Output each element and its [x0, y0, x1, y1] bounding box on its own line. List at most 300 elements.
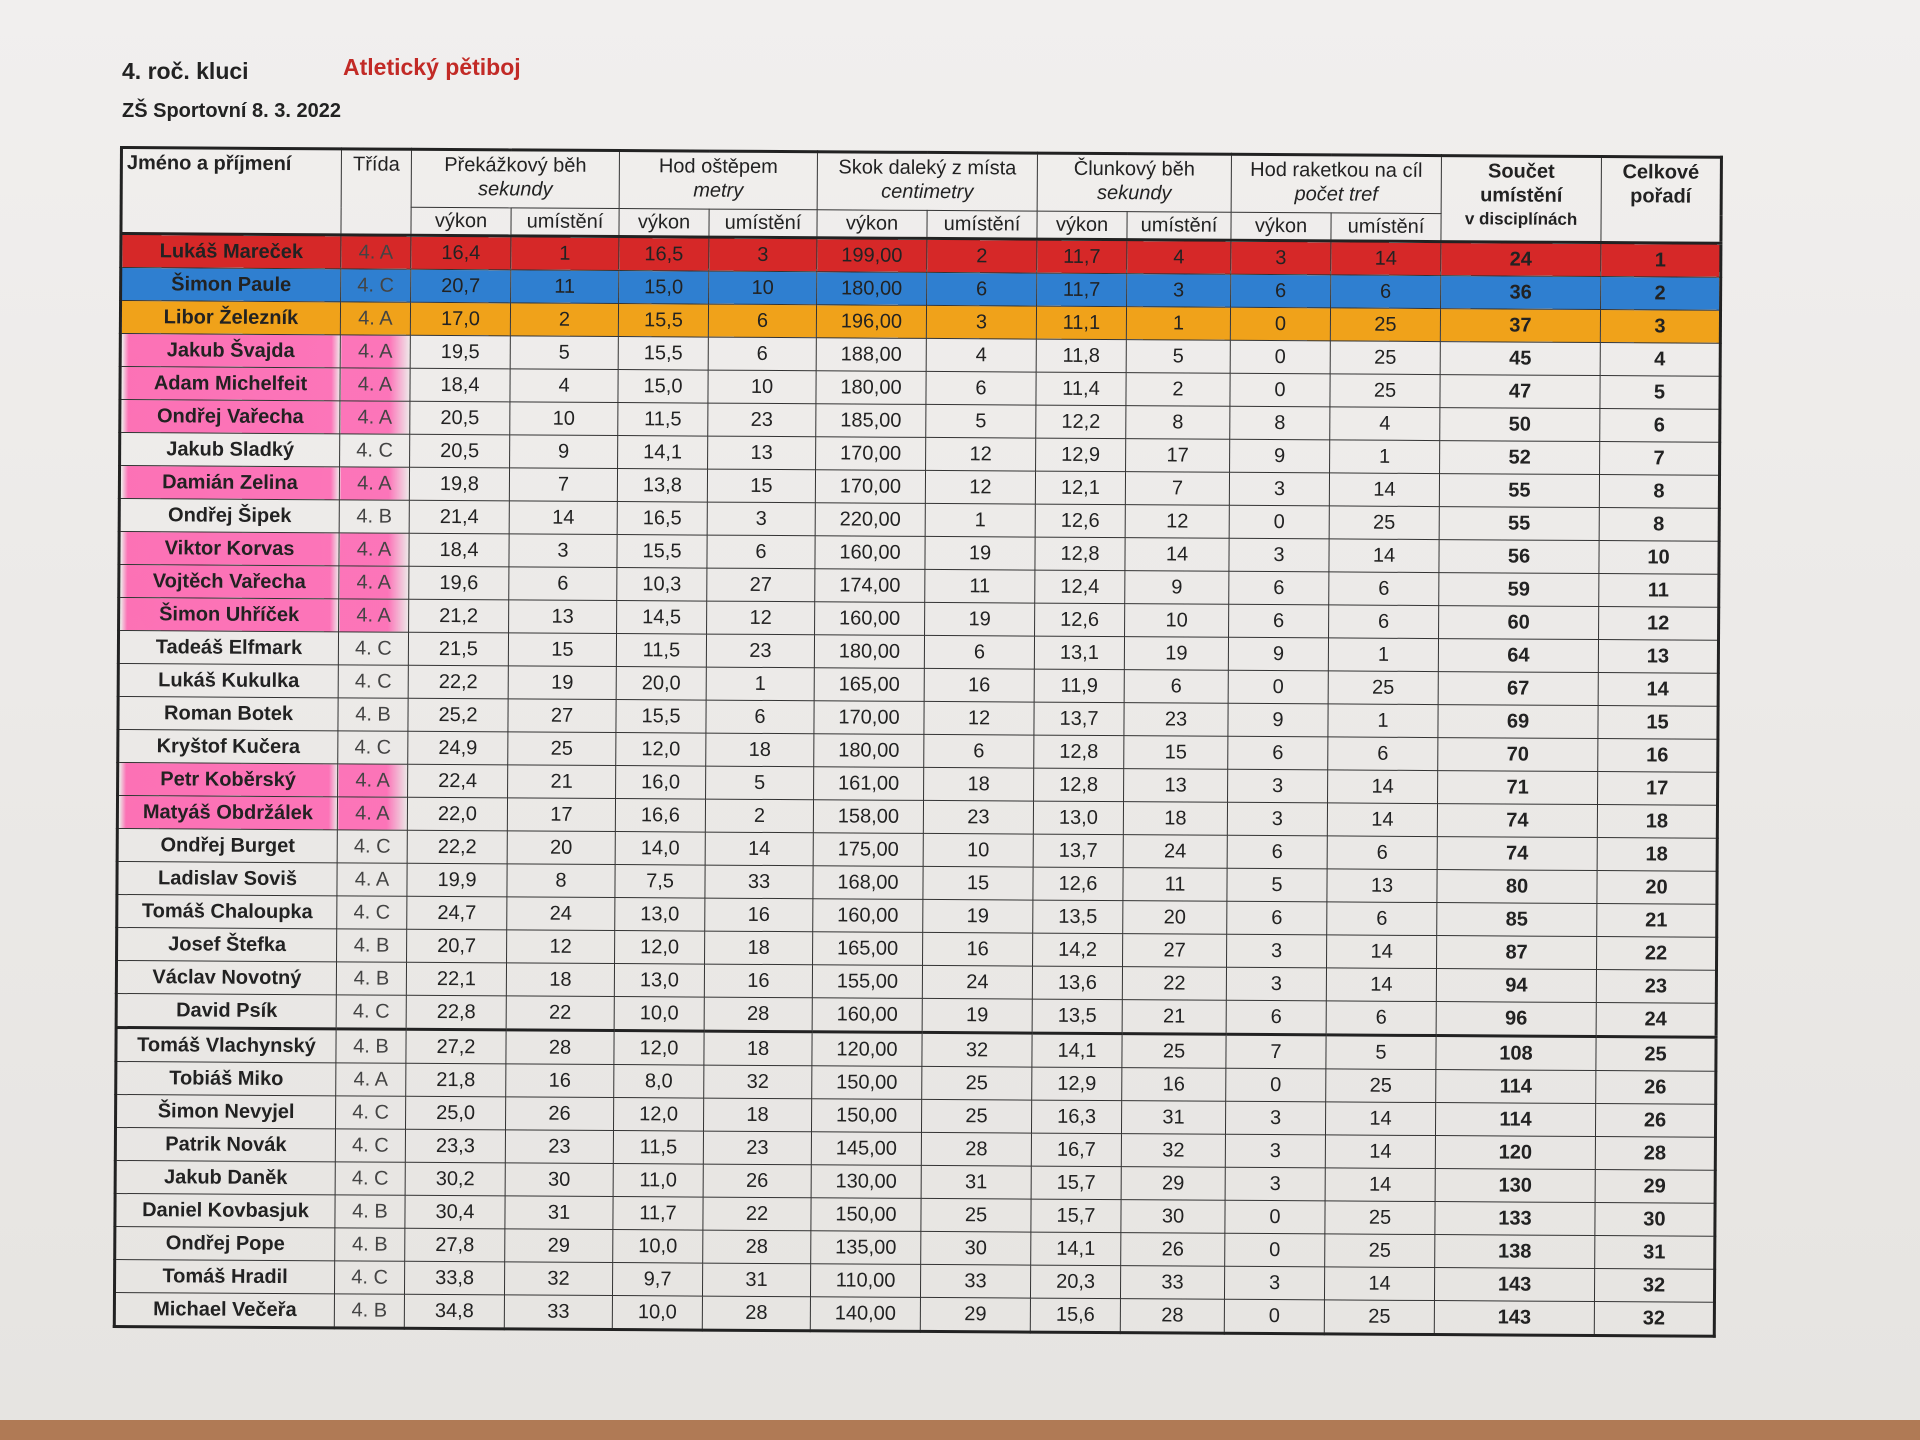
athlete-class: 4. A: [339, 599, 409, 632]
place-hurdles: 23: [505, 1130, 613, 1164]
place-javelin: 23: [706, 634, 814, 668]
place-hurdles: 18: [506, 963, 614, 997]
place-javelin: 28: [703, 1230, 811, 1264]
athlete-class: 4. C: [336, 995, 406, 1029]
perf-javelin: 16,5: [619, 237, 709, 272]
perf-target-throw: 0: [1229, 505, 1329, 539]
perf-shuttle-run: 13,7: [1033, 834, 1123, 868]
place-javelin: 22: [703, 1197, 811, 1231]
perf-target-throw: 0: [1228, 670, 1328, 704]
perf-target-throw: 9: [1228, 637, 1328, 671]
place-hurdles: 15: [508, 633, 616, 667]
table-header: [121, 148, 1721, 244]
header-rank-l1: Celkové: [1622, 161, 1700, 184]
place-target-throw: 6: [1327, 836, 1437, 870]
perf-javelin: 10,0: [614, 997, 704, 1032]
perf-shuttle-run: 13,0: [1033, 801, 1123, 835]
header-disc5-title: Hod raketkou na cíl: [1250, 158, 1423, 182]
overall-rank: 2: [1601, 277, 1721, 311]
perf-long-jump: 160,00: [812, 998, 922, 1033]
place-javelin: 10: [708, 370, 816, 404]
perf-long-jump: 145,00: [811, 1132, 921, 1166]
perf-long-jump: 170,00: [816, 437, 926, 471]
athlete-name: Jakub Švajda: [120, 334, 340, 368]
athlete-name: David Psík: [116, 993, 336, 1028]
place-shuttle-run: 32: [1121, 1134, 1225, 1168]
athlete-name: Jakub Sladký: [120, 433, 340, 467]
header-place: umístění: [511, 208, 619, 237]
perf-hurdles: 22,0: [407, 797, 507, 831]
perf-long-jump: 180,00: [817, 272, 927, 306]
perf-long-jump: 130,00: [811, 1165, 921, 1199]
perf-long-jump: 165,00: [813, 932, 923, 966]
place-javelin: 15: [707, 469, 815, 503]
header-disc1: [411, 149, 619, 208]
perf-long-jump: 180,00: [814, 734, 924, 768]
header-disc2-title: Hod oštěpem: [658, 155, 778, 179]
place-hurdles: 33: [504, 1295, 612, 1330]
place-target-throw: 14: [1325, 1168, 1435, 1202]
placement-sum: 71: [1438, 771, 1598, 805]
athlete-class: 4. B: [335, 1228, 405, 1261]
perf-shuttle-run: 15,7: [1031, 1166, 1121, 1200]
place-long-jump: 6: [924, 734, 1034, 768]
perf-long-jump: 135,00: [811, 1231, 921, 1265]
place-shuttle-run: 14: [1125, 538, 1229, 572]
perf-target-throw: 8: [1230, 406, 1330, 440]
overall-rank: 23: [1596, 970, 1716, 1004]
place-target-throw: 14: [1324, 1267, 1434, 1301]
placement-sum: 80: [1437, 870, 1597, 904]
place-long-jump: 2: [927, 238, 1037, 273]
perf-long-jump: 170,00: [815, 470, 925, 504]
perf-long-jump: 150,00: [812, 1066, 922, 1100]
overall-rank: 16: [1598, 739, 1718, 773]
place-javelin: 27: [707, 568, 815, 602]
perf-shuttle-run: 11,7: [1037, 273, 1127, 307]
header-disc3-unit: centimetry: [881, 180, 974, 204]
perf-hurdles: 23,3: [405, 1129, 505, 1163]
place-target-throw: 25: [1328, 671, 1438, 705]
perf-target-throw: 9: [1230, 439, 1330, 473]
perf-target-throw: 0: [1225, 1200, 1325, 1234]
perf-hurdles: 25,0: [405, 1096, 505, 1130]
perf-long-jump: 160,00: [815, 602, 925, 636]
place-javelin: 1: [706, 667, 814, 701]
placement-sum: 143: [1434, 1301, 1594, 1336]
place-shuttle-run: 15: [1124, 736, 1228, 770]
athlete-name: Petr Koběrský: [118, 762, 338, 796]
school-date: ZŠ Sportovní 8. 3. 2022: [122, 100, 341, 122]
perf-shuttle-run: 12,1: [1035, 471, 1125, 505]
header-disc5-unit: počet tref: [1294, 183, 1378, 206]
perf-javelin: 11,5: [613, 1131, 703, 1165]
placement-sum: 120: [1435, 1136, 1595, 1170]
overall-rank: 21: [1597, 904, 1717, 938]
athlete-class: 4. B: [338, 698, 408, 731]
place-long-jump: 6: [924, 635, 1034, 669]
perf-javelin: 12,0: [614, 1031, 704, 1066]
perf-long-jump: 155,00: [812, 965, 922, 999]
place-shuttle-run: 19: [1124, 637, 1228, 671]
perf-shuttle-run: 12,6: [1035, 504, 1125, 538]
perf-javelin: 16,0: [616, 766, 706, 800]
place-hurdles: 16: [506, 1064, 614, 1098]
header-disc4: [1037, 153, 1231, 212]
perf-target-throw: 6: [1227, 901, 1327, 935]
place-long-jump: 1: [925, 503, 1035, 537]
perf-hurdles: 18,4: [410, 368, 510, 402]
place-hurdles: 19: [508, 666, 616, 700]
place-shuttle-run: 30: [1121, 1200, 1225, 1234]
perf-javelin: 14,5: [617, 601, 707, 635]
overall-rank: 14: [1598, 673, 1718, 707]
place-shuttle-run: 2: [1126, 373, 1230, 407]
place-hurdles: 9: [510, 435, 618, 469]
place-shuttle-run: 24: [1123, 835, 1227, 869]
place-hurdles: 2: [510, 303, 618, 337]
place-long-jump: 24: [922, 965, 1032, 999]
place-javelin: 10: [709, 271, 817, 305]
perf-target-throw: 0: [1224, 1299, 1324, 1334]
perf-long-jump: 158,00: [813, 800, 923, 834]
place-javelin: 12: [707, 601, 815, 635]
athlete-name: Ondřej Burget: [117, 828, 337, 862]
place-shuttle-run: 27: [1123, 934, 1227, 968]
place-target-throw: 6: [1329, 572, 1439, 606]
place-hurdles: 7: [509, 468, 617, 502]
athlete-class: 4. A: [339, 566, 409, 599]
athlete-class: 4. B: [334, 1294, 404, 1328]
perf-shuttle-run: 12,6: [1035, 603, 1125, 637]
place-long-jump: 31: [921, 1165, 1031, 1199]
place-hurdles: 22: [506, 996, 614, 1031]
place-target-throw: 4: [1330, 407, 1440, 441]
place-target-throw: 13: [1327, 869, 1437, 903]
perf-target-throw: 3: [1226, 967, 1326, 1001]
perf-long-jump: 196,00: [816, 305, 926, 339]
perf-hurdles: 22,8: [406, 995, 506, 1030]
place-shuttle-run: 16: [1122, 1068, 1226, 1102]
overall-rank: 5: [1600, 376, 1720, 410]
place-long-jump: 4: [926, 338, 1036, 372]
header-place: umístění: [1331, 213, 1441, 242]
header-disc4-unit: sekundy: [1096, 181, 1172, 205]
place-hurdles: 30: [505, 1163, 613, 1197]
placement-sum: 138: [1435, 1235, 1595, 1269]
athlete-name: Šimon Uhříček: [119, 598, 339, 632]
place-shuttle-run: 1: [1126, 307, 1230, 341]
placement-sum: 96: [1436, 1002, 1596, 1037]
perf-hurdles: 25,2: [408, 698, 508, 732]
placement-sum: 59: [1439, 573, 1599, 607]
overall-rank: 32: [1594, 1269, 1714, 1303]
place-target-throw: 1: [1328, 638, 1438, 672]
place-target-throw: 1: [1328, 704, 1438, 738]
perf-javelin: 11,5: [616, 634, 706, 668]
place-target-throw: 14: [1325, 1135, 1435, 1169]
place-shuttle-run: 6: [1124, 670, 1228, 704]
header-disc3-title: Skok daleký z místa: [838, 156, 1017, 180]
perf-javelin: 14,0: [615, 832, 705, 866]
athlete-class: 4. C: [338, 665, 408, 698]
header-disc3: [817, 152, 1037, 211]
perf-long-jump: 150,00: [811, 1198, 921, 1232]
perf-hurdles: 27,2: [406, 1029, 506, 1064]
header-disc1-unit: sekundy: [477, 178, 553, 201]
overall-rank: 28: [1595, 1137, 1715, 1171]
place-javelin: 18: [703, 1098, 811, 1132]
place-hurdles: 17: [507, 798, 615, 832]
place-target-throw: 14: [1326, 968, 1436, 1002]
perf-target-throw: 7: [1226, 1034, 1326, 1069]
overall-rank: 15: [1598, 706, 1718, 740]
perf-hurdles: 27,8: [405, 1228, 505, 1262]
athlete-name: Tomáš Vlachynský: [116, 1027, 336, 1062]
place-target-throw: 14: [1327, 935, 1437, 969]
perf-long-jump: 168,00: [813, 866, 923, 900]
place-shuttle-run: 33: [1120, 1266, 1224, 1300]
perf-hurdles: 30,4: [405, 1195, 505, 1229]
place-long-jump: 19: [925, 602, 1035, 636]
perf-target-throw: 6: [1231, 274, 1331, 308]
overall-rank: 3: [1600, 310, 1720, 344]
perf-target-throw: 3: [1229, 538, 1329, 572]
place-long-jump: 6: [927, 272, 1037, 306]
overall-rank: 32: [1594, 1302, 1714, 1337]
place-target-throw: 6: [1329, 605, 1439, 639]
perf-javelin: 12,0: [613, 1098, 703, 1132]
place-hurdles: 13: [509, 600, 617, 634]
placement-sum: 50: [1440, 408, 1600, 442]
perf-javelin: 13,8: [617, 469, 707, 503]
perf-long-jump: 170,00: [814, 701, 924, 735]
perf-target-throw: 0: [1230, 373, 1330, 407]
placement-sum: 108: [1436, 1036, 1596, 1071]
perf-shuttle-run: 13,5: [1033, 900, 1123, 934]
place-target-throw: 6: [1331, 275, 1441, 309]
placement-sum: 60: [1439, 606, 1599, 640]
overall-rank: 1: [1601, 243, 1721, 278]
perf-shuttle-run: 12,8: [1034, 735, 1124, 769]
place-shuttle-run: 8: [1126, 406, 1230, 440]
perf-long-jump: 120,00: [812, 1032, 922, 1067]
header-sum-l3: v disciplínách: [1464, 209, 1578, 229]
place-javelin: 18: [706, 733, 814, 767]
place-long-jump: 10: [923, 833, 1033, 867]
perf-hurdles: 18,4: [409, 533, 509, 567]
overall-rank: 25: [1596, 1037, 1716, 1072]
athlete-class: 4. C: [337, 896, 407, 929]
place-target-throw: 1: [1330, 440, 1440, 474]
perf-hurdles: 19,6: [409, 566, 509, 600]
place-long-jump: 12: [924, 701, 1034, 735]
perf-shuttle-run: 12,9: [1032, 1067, 1122, 1101]
place-javelin: 33: [705, 865, 813, 899]
perf-shuttle-run: 16,7: [1031, 1133, 1121, 1167]
athlete-class: 4. A: [340, 302, 410, 335]
place-shuttle-run: 20: [1123, 901, 1227, 935]
perf-long-jump: 188,00: [816, 338, 926, 372]
header-sum-l1: Součet: [1487, 160, 1555, 183]
perf-shuttle-run: 13,7: [1034, 702, 1124, 736]
perf-target-throw: 3: [1229, 472, 1329, 506]
overall-rank: 20: [1597, 871, 1717, 905]
perf-shuttle-run: 15,6: [1030, 1298, 1120, 1333]
athlete-name: Adam Michelfeit: [120, 367, 340, 401]
place-javelin: 23: [703, 1131, 811, 1165]
perf-javelin: 15,0: [619, 271, 709, 305]
placement-sum: 55: [1439, 474, 1599, 508]
header-perf: výkon: [817, 210, 927, 239]
athlete-class: 4. A: [336, 1063, 406, 1096]
perf-target-throw: 0: [1230, 340, 1330, 374]
place-long-jump: 16: [923, 932, 1033, 966]
overall-rank: 4: [1600, 343, 1720, 377]
placement-sum: 87: [1436, 936, 1596, 970]
place-target-throw: 25: [1326, 1069, 1436, 1103]
header-perf: výkon: [1231, 212, 1331, 241]
placement-sum: 24: [1441, 242, 1601, 277]
perf-shuttle-run: 15,7: [1031, 1199, 1121, 1233]
placement-sum: 47: [1440, 375, 1600, 409]
athlete-name: Michael Večeřa: [114, 1292, 334, 1327]
place-long-jump: 29: [920, 1297, 1030, 1332]
place-javelin: 6: [706, 700, 814, 734]
perf-javelin: 11,5: [618, 403, 708, 437]
perf-javelin: 13,0: [615, 898, 705, 932]
header-disc1-title: Překážkový běh: [444, 153, 587, 177]
place-long-jump: 33: [920, 1264, 1030, 1298]
athlete-name: Lukáš Kukulka: [118, 663, 338, 697]
place-hurdles: 12: [507, 930, 615, 964]
perf-shuttle-run: 16,3: [1031, 1100, 1121, 1134]
place-hurdles: 31: [505, 1196, 613, 1230]
header-sum: [1441, 156, 1602, 243]
header-class: Třída: [341, 149, 412, 235]
place-hurdles: 1: [511, 236, 619, 271]
perf-javelin: 11,7: [613, 1197, 703, 1231]
place-long-jump: 25: [922, 1066, 1032, 1100]
athlete-name: Ondřej Pope: [115, 1226, 335, 1260]
athlete-class: 4. C: [335, 1129, 405, 1162]
perf-javelin: 15,5: [616, 700, 706, 734]
athlete-name: Jakub Daněk: [115, 1160, 335, 1194]
place-long-jump: 18: [924, 767, 1034, 801]
place-target-throw: 14: [1329, 539, 1439, 573]
perf-shuttle-run: 12,8: [1034, 768, 1124, 802]
athlete-class: 4. A: [339, 467, 409, 500]
perf-target-throw: 0: [1225, 1233, 1325, 1267]
place-target-throw: 6: [1328, 737, 1438, 771]
place-shuttle-run: 28: [1120, 1299, 1224, 1334]
overall-rank: 30: [1595, 1203, 1715, 1237]
perf-hurdles: 20,5: [410, 434, 510, 468]
place-target-throw: 14: [1329, 473, 1439, 507]
overall-rank: 10: [1599, 541, 1719, 575]
overall-rank: 6: [1600, 409, 1720, 443]
place-hurdles: 10: [510, 402, 618, 436]
athlete-name: Václav Novotný: [116, 960, 336, 994]
place-javelin: 5: [706, 766, 814, 800]
results-table: [113, 146, 1723, 1338]
perf-long-jump: 140,00: [810, 1297, 920, 1332]
placement-sum: 45: [1440, 342, 1600, 376]
athlete-class: 4. C: [334, 1261, 404, 1294]
perf-target-throw: 5: [1227, 868, 1327, 902]
header-place: umístění: [1127, 212, 1231, 241]
place-long-jump: 28: [921, 1132, 1031, 1166]
placement-sum: 114: [1435, 1103, 1595, 1137]
placement-sum: 36: [1441, 276, 1601, 310]
place-target-throw: 6: [1326, 1001, 1436, 1036]
overall-rank: 29: [1595, 1170, 1715, 1204]
place-hurdles: 21: [508, 765, 616, 799]
perf-hurdles: 19,8: [409, 467, 509, 501]
place-long-jump: 6: [926, 371, 1036, 405]
header-disc4-title: Člunkový běh: [1073, 157, 1196, 181]
overall-rank: 18: [1597, 805, 1717, 839]
place-long-jump: 5: [926, 404, 1036, 438]
perf-long-jump: 160,00: [813, 899, 923, 933]
place-target-throw: 14: [1327, 803, 1437, 837]
place-shuttle-run: 12: [1125, 505, 1229, 539]
place-javelin: 3: [707, 502, 815, 536]
perf-javelin: 13,0: [614, 964, 704, 998]
athlete-class: 4. C: [338, 731, 408, 764]
athlete-name: Ladislav Soviš: [117, 861, 337, 895]
perf-shuttle-run: 11,1: [1036, 306, 1126, 340]
header-rank: [1601, 157, 1722, 244]
athlete-name: Viktor Korvas: [119, 532, 339, 566]
place-javelin: 6: [707, 535, 815, 569]
athlete-name: Kryštof Kučera: [118, 729, 338, 763]
place-javelin: 26: [703, 1164, 811, 1198]
perf-shuttle-run: 11,4: [1036, 372, 1126, 406]
athlete-name: Vojtěch Vařecha: [119, 565, 339, 599]
athlete-name: Libor Železník: [120, 301, 340, 335]
place-target-throw: 14: [1325, 1102, 1435, 1136]
place-shuttle-run: 26: [1121, 1233, 1225, 1267]
place-hurdles: 26: [505, 1097, 613, 1131]
place-shuttle-run: 9: [1125, 571, 1229, 605]
place-shuttle-run: 13: [1124, 769, 1228, 803]
perf-target-throw: 3: [1231, 240, 1331, 275]
athlete-name: Tadeáš Elfmark: [118, 631, 338, 665]
perf-target-throw: 6: [1228, 736, 1328, 770]
athlete-class: 4. A: [337, 863, 407, 896]
perf-long-jump: 110,00: [810, 1264, 920, 1298]
perf-target-throw: 3: [1228, 769, 1328, 803]
place-javelin: 18: [705, 931, 813, 965]
overall-rank: 24: [1596, 1003, 1716, 1038]
overall-rank: 8: [1599, 475, 1719, 509]
placement-sum: 85: [1437, 903, 1597, 937]
place-javelin: 14: [705, 832, 813, 866]
place-shuttle-run: 21: [1122, 1000, 1226, 1035]
place-hurdles: 20: [507, 831, 615, 865]
overall-rank: 7: [1600, 442, 1720, 476]
place-long-jump: 12: [926, 437, 1036, 471]
placement-sum: 114: [1436, 1070, 1596, 1104]
placement-sum: 55: [1439, 507, 1599, 541]
overall-rank: 31: [1595, 1236, 1715, 1270]
perf-javelin: 7,5: [615, 865, 705, 899]
place-shuttle-run: 23: [1124, 703, 1228, 737]
place-target-throw: 25: [1325, 1234, 1435, 1268]
athlete-name: Daniel Kovbasjuk: [115, 1193, 335, 1227]
place-shuttle-run: 11: [1123, 868, 1227, 902]
